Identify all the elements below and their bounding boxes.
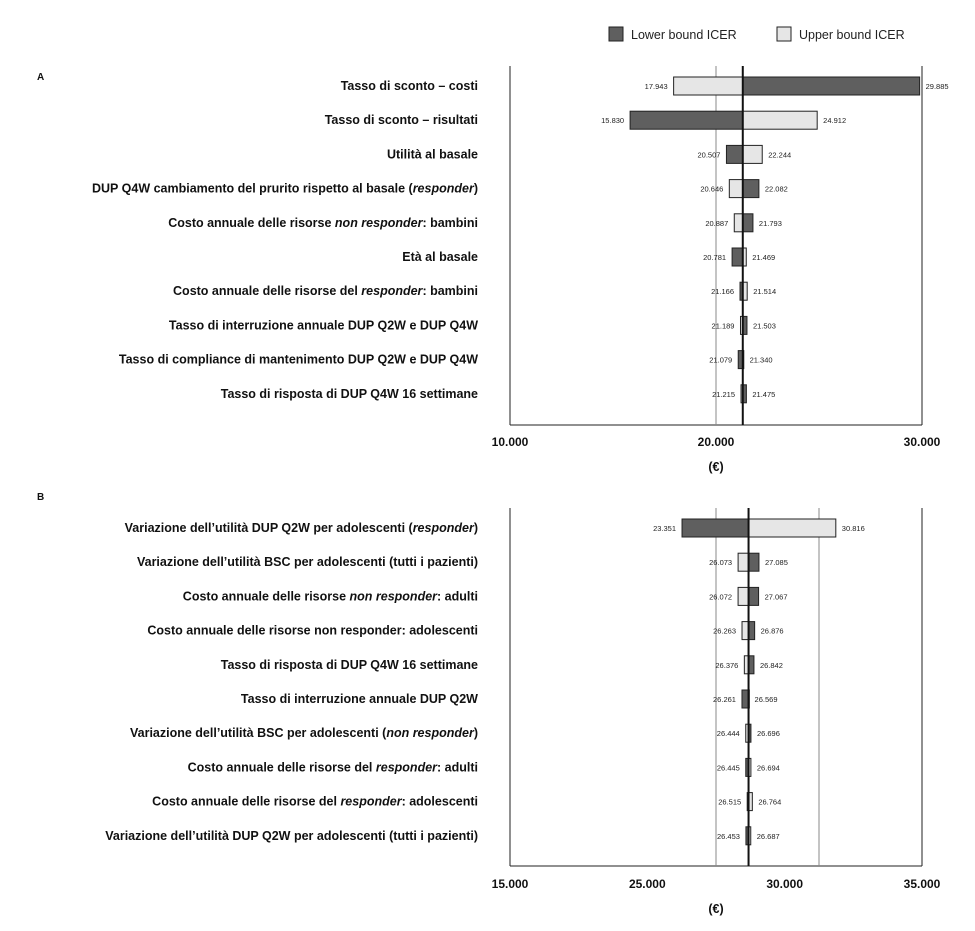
panel-b-bars [653,519,865,845]
row-label: Tasso di sconto – costi [340,79,478,93]
value-label-lower: 23.351 [653,524,677,533]
row-label: Tasso di risposta di DUP Q4W 16 settimane [220,657,478,672]
x-tick-label: 20.000 [697,435,735,449]
row-label: Tasso di interruzione annuale DUP Q2W e DUP Q4W [168,318,478,333]
bar-lower-bound [726,145,742,163]
value-label-lower: 29.885 [925,82,949,91]
value-label-lower: 27.067 [764,592,788,602]
panel-b-row-labels [105,521,478,843]
legend-lower-label: Lower bound ICER [631,28,737,42]
legend-lower-swatch [609,27,623,41]
row-label: Tasso di compliance di mantenimento DUP Q2W e DUP Q4W [118,352,478,367]
x-tick-label: 10.000 [491,435,529,449]
value-label-upper: 26.764 [758,797,782,807]
value-label-upper: 21.340 [749,355,773,365]
panel-a-tick-labels [492,435,941,449]
value-label-lower: 21.793 [758,218,782,228]
panel-b-x-axis-label: (€) [708,902,724,916]
value-label-lower: 26.445 [716,763,740,773]
row-label: Variazione dell’utilità DUP Q2W per adolescenti (responder) [124,521,478,535]
value-label-lower: 20.781 [703,253,727,262]
value-label-lower: 26.842 [759,660,783,670]
value-label-upper: 17.943 [644,82,668,91]
row-label: Costo annuale delle risorse del responder: bambini [173,284,478,299]
value-label-lower: 26.696 [756,729,780,739]
value-label-upper: 26.376 [715,660,739,670]
value-label-lower: 21.503 [752,321,776,331]
panel-b [37,492,941,916]
value-label-lower: 27.085 [764,558,788,568]
value-label-upper: 30.816 [841,524,865,533]
row-label: Costo annuale delle risorse non responder: bambini [168,215,478,230]
row-label: Tasso di risposta di DUP Q4W 16 settimane [220,386,478,401]
x-tick-label: 30.000 [766,877,804,891]
row-label: Utilità al basale [386,147,478,162]
value-label-upper: 22.244 [768,150,792,160]
row-label: Tasso di interruzione annuale DUP Q2W [240,692,478,706]
value-label-upper: 21.189 [711,321,735,331]
bar-upper-bound [738,553,748,571]
value-label-upper: 26.687 [756,831,780,841]
value-label-lower: 22.082 [764,184,788,194]
panel-a-bars [601,77,948,403]
row-label: Costo annuale delle risorse del responder: adulti [187,760,478,775]
bar-upper-bound [734,214,743,232]
panel-a-x-axis-label: (€) [708,460,724,474]
value-label-lower: 21.166 [711,287,735,297]
x-tick-label: 35.000 [903,877,941,891]
panel-a [37,66,949,474]
value-label-upper: 26.073 [709,558,733,568]
value-label-lower: 21.475 [752,389,776,399]
bar-lower-bound [732,248,743,266]
value-label-lower: 15.830 [601,116,625,126]
panel-b-tick-labels [492,877,941,891]
bar-lower-bound [749,587,759,605]
panel-a-letter: A [37,72,45,83]
row-label: Variazione dell’utilità BSC per adolescenti (tutti i pazienti) [136,555,478,570]
row-label: Variazione dell’utilità DUP Q2W per adolescenti (tutti i pazienti) [105,828,478,843]
value-label-upper: 26.072 [709,592,733,602]
bar-upper-bound [674,77,743,95]
bar-upper-bound [729,180,742,198]
legend-upper-label: Upper bound ICER [799,28,905,42]
x-tick-label: 25.000 [628,877,666,891]
legend-upper-swatch [777,27,791,41]
bar-lower-bound [743,214,753,232]
bar-upper-bound [743,145,762,163]
row-label: DUP Q4W cambiamento del prurito rispetto al basale (responder) [92,181,478,196]
value-label-lower: 21.079 [709,355,733,365]
value-label-upper: 26.694 [756,763,780,773]
bar-lower-bound [749,553,759,571]
row-label: Costo annuale delle risorse non responder: adulti [182,589,478,604]
row-label: Età al basale [402,250,478,264]
value-label-lower: 26.261 [713,695,736,704]
value-label-lower: 26.515 [718,797,742,807]
value-label-upper: 20.646 [700,184,724,194]
value-label-upper: 26.263 [713,626,737,636]
value-label-upper: 20.887 [705,218,729,228]
bar-upper-bound [738,587,748,605]
row-label: Variazione dell’utilità BSC per adolescenti (non responder) [129,726,478,741]
x-tick-label: 30.000 [903,435,941,449]
bar-upper-bound [743,111,817,129]
row-label: Costo annuale delle risorse del responder: adolescenti [152,794,478,809]
row-label: Costo annuale delle risorse non responder: adolescenti [147,623,478,638]
value-label-upper: 21.469 [752,253,776,262]
value-label-lower: 26.453 [716,831,740,841]
bar-lower-bound [630,111,743,129]
value-label-upper: 24.912 [823,116,847,126]
panel-a-row-labels [92,79,478,401]
x-tick-label: 15.000 [491,877,529,891]
value-label-lower: 26.876 [760,626,784,636]
bar-lower-bound [682,519,749,537]
value-label-upper: 26.569 [754,695,778,704]
value-label-upper: 21.514 [753,287,777,297]
value-label-upper: 26.444 [716,729,740,739]
bar-lower-bound [743,77,920,95]
bar-upper-bound [749,519,836,537]
bar-lower-bound [743,180,759,198]
row-label: Tasso di sconto – risultati [324,113,478,128]
legend [609,27,905,42]
value-label-upper: 21.215 [712,389,736,399]
value-label-lower: 20.507 [697,150,721,160]
panel-b-letter: B [37,492,45,503]
